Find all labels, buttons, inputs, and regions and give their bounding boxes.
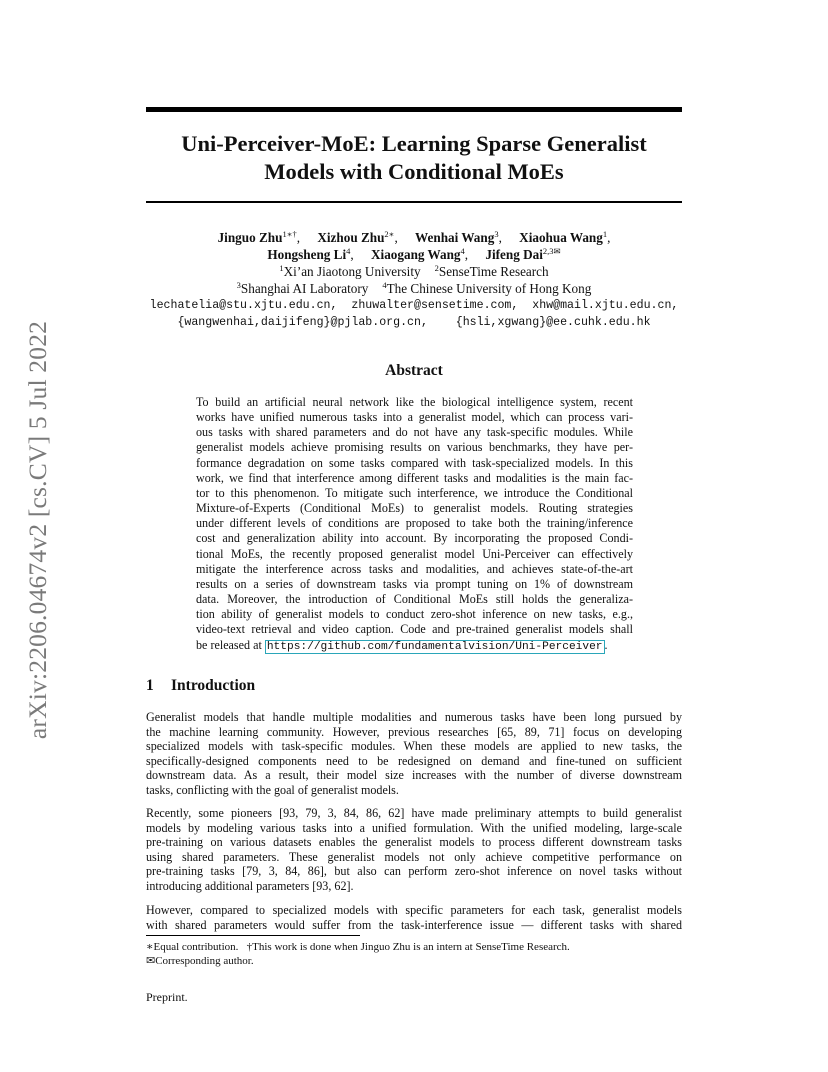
affiliation-row-2 bbox=[146, 280, 682, 297]
email-row-1: lechatelia@stu.xjtu.edu.cn, zhuwalter@sensetime.com, xhw@mail.xjtu.edu.cn, bbox=[149, 299, 679, 312]
affil-mark: 2 bbox=[434, 263, 439, 273]
text-line: formance degradation on some tasks compared with task-specialized models. In this bbox=[196, 455, 633, 470]
text-line: specifically-designed components need to be redesigned on demand and fine-tuned on sufficient bbox=[146, 753, 682, 768]
author-name: Xizhou Zhu bbox=[317, 230, 385, 245]
abstract-body bbox=[196, 395, 633, 655]
text-line: tasks, conflicting with the goal of generalist models. bbox=[146, 782, 399, 797]
affil-mark: 1 bbox=[279, 263, 284, 273]
preprint-label: Preprint. bbox=[146, 990, 188, 1004]
affiliation-row-1 bbox=[146, 263, 682, 280]
text-line: Mixture-of-Experts (Conditional MoEs) to generalist models. Routing strategies bbox=[196, 501, 633, 516]
arxiv-sidebar bbox=[18, 300, 58, 760]
text-line: ous tasks with shared parameters and do not have any task-specific modules. While bbox=[196, 425, 633, 440]
affil-mark: 3 bbox=[236, 280, 241, 290]
text-line: downstream data. As a result, their model size increases with the number of diverse downstream bbox=[146, 768, 682, 783]
intro-paragraph-3 bbox=[146, 903, 682, 932]
text-line: tor to this phenomenon. To mitigate such interference, we introduce the Conditional bbox=[196, 485, 633, 500]
text-line: To build an artificial neural network like the biological intelligence system, recent bbox=[196, 395, 633, 409]
author-name: Hongsheng Li bbox=[267, 247, 347, 262]
text-line: tional MoEs, the recently proposed generalist model Uni-Perceiver can effectively bbox=[196, 546, 633, 561]
footnote-rule bbox=[146, 935, 360, 936]
author-affil-mark: 3 bbox=[494, 229, 499, 239]
author-block bbox=[146, 229, 682, 331]
footnote bbox=[146, 940, 682, 968]
text-line: work, we find that interference among different tasks and modalities is the main fac- bbox=[196, 470, 633, 485]
title-bottom-rule bbox=[146, 201, 682, 203]
author-row-1: Jinguo Zhu$^{1∗\dagger}$, Xizhou Zhu$^{2∗}$, Wenhai Wang$^3$, Xiaohua Wang$^1$, bbox=[217, 229, 611, 245]
text-line: works have unified numerous tasks into a generalist model, which can process vari- bbox=[196, 410, 633, 425]
text-line: introducing additional parameters [93, 62]. bbox=[146, 878, 354, 893]
author-affil-mark: 4 bbox=[346, 246, 351, 256]
text-line: tion ability of generalist models to conduct zero-shot inference on new tasks, e.g., bbox=[196, 607, 633, 622]
text-fragment: be released at bbox=[196, 637, 262, 652]
abstract-last-line bbox=[196, 638, 633, 655]
text-line: Generalist models that handle multiple modalities and numerous tasks have been long pursued by bbox=[146, 710, 682, 724]
text-line: pre-training tasks [79, 3, 84, 86], but also can perform zero-shot inference on novel tasks without bbox=[146, 864, 682, 879]
section-heading-introduction bbox=[146, 677, 255, 695]
section-title: Introduction bbox=[171, 677, 256, 694]
text-line: generalist models achieve promising results on various benchmarks, they have per- bbox=[196, 440, 633, 455]
affiliation: Shanghai AI Laboratory bbox=[240, 281, 369, 296]
email-row-2: {wangwenhai,daijifeng}@pjlab.org.cn, {hsli,xgwang}@ee.cuhk.edu.hk bbox=[177, 316, 651, 329]
text-line: Recently, some pioneers [93, 79, 3, 84, 86, 62] have made preliminary attempts to build generalist bbox=[146, 806, 682, 820]
abstract-heading: Abstract bbox=[385, 362, 443, 379]
author-affil-mark: 2∗ bbox=[384, 229, 395, 239]
arxiv-identifier: arXiv:2206.04674v2 [cs.CV] 5 Jul 2022 bbox=[23, 320, 52, 740]
affiliation: SenseTime Research bbox=[438, 264, 549, 279]
author-name: Xiaohua Wang bbox=[519, 230, 603, 245]
text-line: data. Moreover, the introduction of Conditional MoEs still holds the generaliza- bbox=[196, 592, 633, 607]
intro-paragraph-1 bbox=[146, 710, 682, 798]
text-line: cost and generalization ability into account. By incorporating the proposed Condi- bbox=[196, 531, 633, 546]
text-fragment: . bbox=[604, 637, 608, 652]
text-line: pre-training on various datasets enables the generalist models to process different downstream tasks bbox=[146, 835, 682, 850]
code-repository-link[interactable]: https://github.com/fundamentalvision/Uni-Perceiver bbox=[266, 640, 603, 653]
author-name: Jinguo Zhu bbox=[217, 230, 283, 245]
author-affil-mark: 2,3✉ bbox=[542, 246, 561, 256]
affil-mark: 4 bbox=[382, 280, 387, 290]
title-line-2: Models with Conditional MoEs bbox=[264, 159, 564, 184]
author-affil-mark: 1 bbox=[602, 229, 608, 239]
title-top-rule bbox=[146, 107, 682, 112]
section-number: 1 bbox=[146, 677, 154, 694]
text-line: results on a series of downstream tasks via prompt tuning on 1% of downstream bbox=[196, 576, 633, 591]
text-line: the machine learning community. However, previous researches [65, 89, 71] focus on developing bbox=[146, 724, 682, 739]
text-line: under different levels of conditions are proposed to take both the training/inference bbox=[196, 516, 633, 531]
text-line: mitigate the interference across tasks and modalities, and achieves state-of-the-art bbox=[196, 561, 633, 576]
text-line: video-text retrieval and video caption. Code and pre-trained generalist models shall bbox=[196, 622, 633, 637]
author-row-2: Hongsheng Li$^4$, Xiaogang Wang$^4$, Jifeng Dai$^{2,3✉}$ bbox=[267, 246, 561, 262]
text-line: However, compared to specialized models with specific parameters for each task, generalist models bbox=[146, 903, 682, 917]
author-name: Jifeng Dai bbox=[485, 247, 543, 262]
footnote-line-2: ✉Corresponding author. bbox=[146, 955, 254, 967]
text-line: models by modeling various tasks into a unified formulation. With the unified modeling, large-scale bbox=[146, 820, 682, 835]
author-affil-mark: 4 bbox=[460, 246, 465, 256]
paper-title bbox=[146, 130, 682, 186]
author-name: Xiaogang Wang bbox=[371, 247, 461, 262]
title-line-1: Uni-Perceiver-MoE: Learning Sparse Generalist bbox=[181, 131, 647, 156]
affiliation: Xi’an Jiaotong University bbox=[283, 264, 421, 279]
author-name: Wenhai Wang bbox=[415, 230, 495, 245]
footnote-line-1: ∗Equal contribution. †This work is done when Jinguo Zhu is an intern at SenseTime Research. bbox=[146, 941, 570, 953]
affiliation: The Chinese University of Hong Kong bbox=[386, 281, 592, 296]
intro-paragraph-2 bbox=[146, 806, 682, 894]
text-line: specialized models with task-specific modules. When these models are applied to new tasks, the bbox=[146, 739, 682, 754]
text-line: with shared parameters would suffer from the task-interference issue — different tasks with shared bbox=[146, 917, 682, 932]
author-affil-mark: 1∗† bbox=[282, 229, 297, 239]
text-line: using shared parameters. These generalist models not only achieve competitive performance on bbox=[146, 849, 682, 864]
